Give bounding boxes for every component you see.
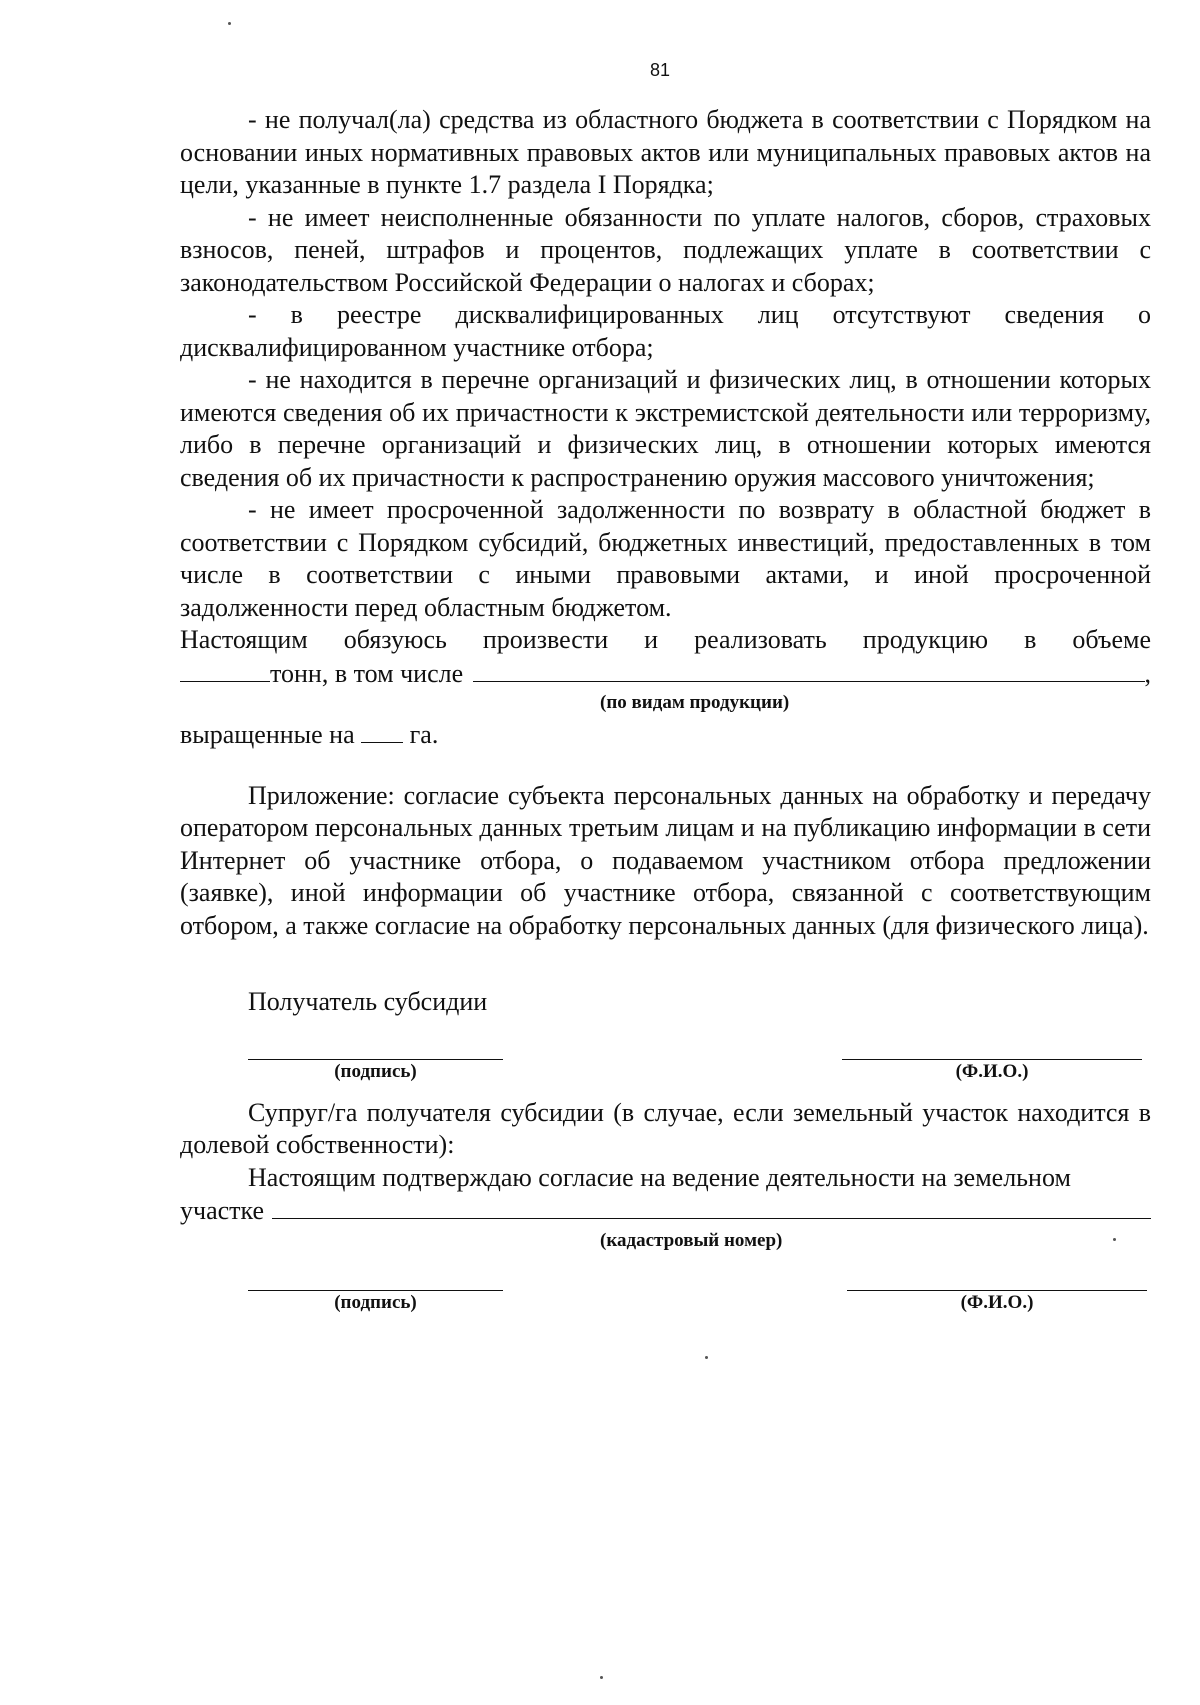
recipient-name-blank[interactable] — [842, 1027, 1142, 1060]
condition-not-disqualified: - в реестре дисквалифицированных лиц отсутствуют сведения о дисквалифицированном участнике отбора; — [180, 300, 1151, 362]
spouse-signature-caption: (подпись) — [334, 1291, 417, 1313]
appendix-paragraph: Приложение: согласие субъекта персональных данных на обработку и передачу оператором персональных данных третьим лицам и на публикацию информации в сети Интернет об участнике отбора, о подаваемом участником отбора предложении (заявке), иной информации об участнике отбора, связанной с соответствующим отбором, а также согласие на обработку персональных данных (для физического лица). — [180, 780, 1151, 940]
grown-suffix: га. — [409, 720, 439, 749]
condition-no-regional-funds: - не получал(ла) средства из областного бюджета в соответствии с Порядком на основании иных нормативных правовых актов или муниципальных правовых актов на цели, указанные в пункте 1.7 раздела I Порядка; — [180, 105, 1151, 199]
condition-not-extremist: - не находится в перечне организаций и физических лиц, в отношении которых имеются сведения об их причастности к экстремистской деятельности или терроризму, либо в перечне организаций и физических лиц, в отношении которых имеются сведения об их причастности к распространению оружия массового уничтожения; — [180, 365, 1151, 492]
volume-line — [180, 657, 1151, 691]
grown-prefix: выращенные на — [180, 720, 355, 749]
tons-blank[interactable] — [180, 657, 270, 682]
recipient-name-caption: (Ф.И.О.) — [955, 1060, 1029, 1082]
grown-line — [180, 718, 1151, 752]
spouse-signature-row — [180, 1258, 1151, 1328]
spouse-name-blank[interactable] — [847, 1258, 1147, 1291]
condition-no-overdue-debt: - не имеет просроченной задолженности по возврату в областной бюджет в соответствии с Порядком субсидий, бюджетных инвестиций, предоставленных в том числе в соответствии с иными правовыми актами, и иной просроченной задолженности перед областным бюджетом. — [180, 495, 1151, 622]
cadastral-number-blank[interactable] — [272, 1194, 1151, 1219]
product-types-blank[interactable] — [473, 657, 1144, 682]
condition-no-tax-debt: - не имеет неисполненные обязанности по уплате налогов, сборов, страховых взносов, пеней, штрафов и процентов, подлежащих уплате в соответствии с законодательством Российской Федерации о налогах и сборах; — [180, 202, 1151, 297]
recipient-signature-row — [180, 1027, 1151, 1097]
recipient-title: Получатель субсидии — [248, 987, 488, 1016]
production-commitment: Настоящим обязуюсь произвести и реализовать продукцию в объеме — [180, 625, 1151, 654]
spouse-signature-blank[interactable] — [248, 1258, 503, 1291]
spouse-paragraph: Супруг/га получателя субсидии (в случае, если земельный участок находится в долевой собственности): — [180, 1097, 1151, 1159]
page-number: 81 — [649, 60, 671, 80]
product-types-caption: (по видам продукции) — [600, 692, 790, 713]
plot-line — [180, 1194, 1151, 1228]
scan-speck — [1113, 1238, 1116, 1241]
plot-prefix: участке — [180, 1196, 265, 1225]
recipient-signature-blank[interactable] — [248, 1027, 503, 1060]
recipient-signature-caption: (подпись) — [334, 1060, 417, 1082]
hectares-blank[interactable] — [361, 718, 403, 743]
volume-comma: , — [1144, 658, 1151, 688]
scan-speck — [228, 22, 231, 25]
tons-label: тонн, в том числе — [270, 658, 464, 688]
document-body — [180, 104, 1151, 1328]
spouse-name-caption: (Ф.И.О.) — [960, 1291, 1034, 1313]
scan-speck — [600, 1676, 603, 1679]
spouse-consent: Настоящим подтверждаю согласие на ведение деятельности на земельном — [248, 1162, 1071, 1192]
scan-speck — [705, 1356, 708, 1359]
cadastral-caption: (кадастровый номер) — [600, 1229, 783, 1251]
